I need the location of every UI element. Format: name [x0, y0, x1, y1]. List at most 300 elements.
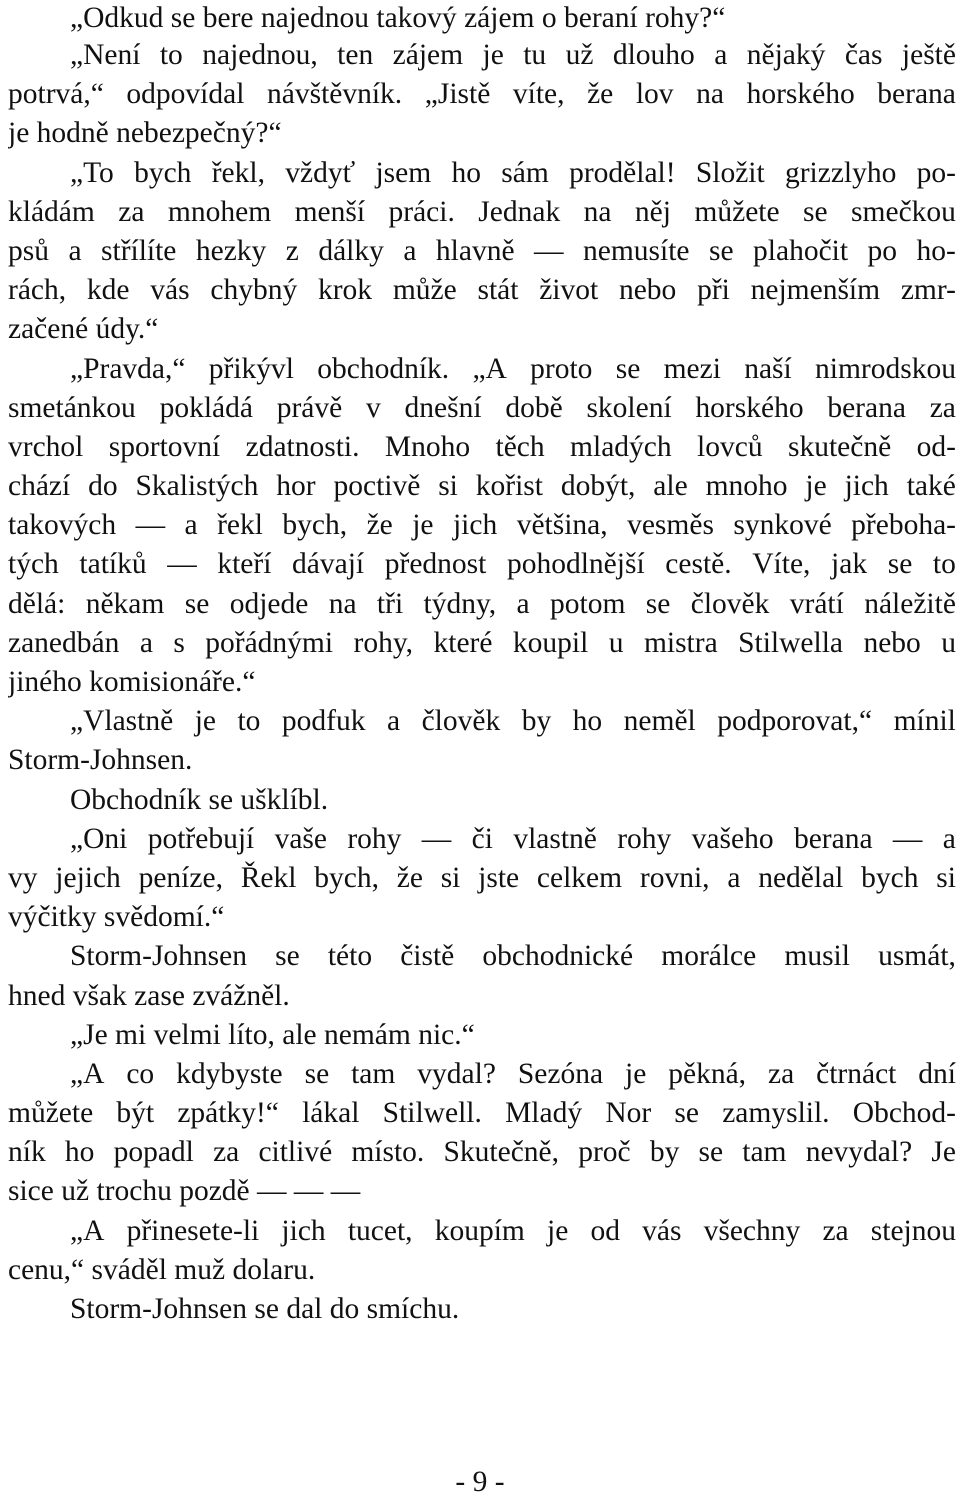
text-line — [8, 702, 956, 741]
word: naší — [744, 352, 792, 385]
word: že — [396, 861, 423, 894]
word: je — [625, 1057, 647, 1090]
word: mi — [115, 1018, 154, 1051]
word: sváděl — [91, 1253, 175, 1286]
word: — — [293, 1175, 331, 1208]
word: za — [822, 1214, 849, 1247]
word: vždyť — [285, 156, 356, 189]
word: tucet, — [347, 1214, 413, 1247]
word: střílíte — [101, 234, 177, 267]
word: dolaru. — [232, 1253, 316, 1286]
word: mnoho — [705, 470, 788, 503]
word: — — [421, 822, 452, 855]
word: tatíků — [79, 548, 147, 581]
word: náležitě — [864, 587, 956, 620]
word: Obchodník — [70, 783, 209, 816]
word: bych, — [314, 861, 379, 894]
word: nebo — [863, 626, 921, 659]
text-line — [8, 1016, 956, 1055]
word: jak — [831, 548, 868, 581]
word: beraní — [564, 2, 646, 34]
word: Storm-Johnsen — [70, 940, 247, 973]
word: přednost — [384, 548, 487, 581]
word: rohy?“ — [645, 2, 726, 34]
word: jich — [281, 1214, 326, 1247]
word: psů — [8, 234, 49, 267]
word: na — [696, 78, 724, 111]
text-line — [8, 389, 956, 428]
word: takových — [8, 509, 117, 542]
word: horského — [695, 391, 804, 424]
text-line — [8, 663, 956, 702]
word: Řekl — [240, 861, 297, 894]
word: berana — [877, 78, 956, 111]
word: přikývl — [208, 352, 294, 385]
text-line — [8, 1094, 956, 1133]
word: od- — [916, 430, 956, 463]
word: je — [412, 509, 434, 542]
text-line — [8, 0, 956, 36]
word: zvážněl. — [192, 979, 290, 1012]
word: Storm-Johnsen. — [8, 744, 193, 777]
word: rohy — [617, 822, 672, 855]
word: Nor — [605, 1097, 652, 1130]
word: proč — [578, 1136, 631, 1169]
word: zájem — [392, 39, 464, 71]
word: Jednak — [478, 195, 561, 228]
word: ten — [337, 39, 374, 71]
text-line — [8, 114, 956, 153]
word: na — [328, 587, 357, 620]
word: peníze, — [138, 861, 223, 894]
word: hezky — [195, 234, 267, 267]
word: „Oni — [70, 822, 128, 855]
word: někam — [85, 587, 165, 620]
word: — — [167, 548, 197, 581]
word: za — [213, 1136, 240, 1169]
word: právě — [276, 391, 343, 424]
text-line — [8, 624, 956, 663]
word: čas — [844, 39, 883, 71]
word: podporovat,“ — [717, 705, 873, 738]
word: dobýt, — [560, 470, 636, 503]
word: mistra — [643, 626, 718, 659]
word: rohy, — [353, 626, 414, 659]
word: stát — [477, 274, 519, 307]
text-line — [8, 1212, 956, 1251]
word: — — [534, 234, 564, 267]
word: těch — [495, 430, 545, 463]
word: smíchu. — [366, 1293, 460, 1325]
word: musil — [784, 940, 850, 973]
word: „Není — [70, 39, 141, 71]
word: proto — [530, 352, 593, 385]
word: obchodník. — [317, 352, 450, 385]
word: do — [329, 1293, 367, 1325]
word: jejich — [55, 861, 121, 894]
text-line — [8, 350, 956, 389]
word: nemusíte — [583, 234, 690, 267]
word: zase — [134, 979, 193, 1012]
word: berana — [793, 822, 873, 855]
word: — — [135, 509, 166, 542]
word: zmr- — [900, 274, 956, 307]
word: za — [118, 195, 145, 228]
word: nějaký — [746, 39, 826, 71]
text-line — [8, 859, 956, 898]
word: potřebují — [147, 822, 255, 855]
word: zanedbán — [8, 626, 120, 659]
text-line — [8, 154, 956, 193]
body-text — [8, 0, 956, 1329]
word: „Odkud — [70, 2, 171, 34]
word: dní — [918, 1057, 956, 1090]
text-line — [8, 271, 956, 310]
word: vlastně — [513, 822, 597, 855]
word: pohodlnější — [506, 548, 645, 581]
word: lovců — [697, 430, 763, 463]
word: je — [194, 705, 216, 738]
word: koupil — [512, 626, 589, 659]
word: výčitky — [8, 901, 104, 934]
word: jsem — [375, 156, 432, 189]
word: pokládá — [159, 391, 253, 424]
word: se — [304, 1057, 330, 1090]
word: dal — [286, 1293, 330, 1325]
word: už — [61, 1175, 97, 1208]
text-line — [8, 898, 956, 937]
text-line — [8, 36, 956, 75]
word: krok — [317, 274, 373, 307]
word: horského — [746, 78, 855, 111]
word: Skutečně, — [443, 1136, 560, 1169]
text-line — [8, 193, 956, 232]
word: a — [403, 234, 417, 267]
word: tři — [376, 587, 404, 620]
word: můžete — [8, 1097, 94, 1130]
word: „Je — [70, 1018, 116, 1051]
word: jste — [478, 861, 520, 894]
word: může — [392, 274, 457, 307]
word: týdny, — [423, 587, 497, 620]
word: se — [184, 587, 210, 620]
word: se — [887, 548, 913, 581]
word: nebezpečný?“ — [116, 117, 282, 150]
word: lákal — [302, 1097, 360, 1130]
word: najednou, — [202, 39, 318, 71]
text-line — [8, 310, 956, 349]
word: ho — [64, 1136, 95, 1169]
word: mínil — [893, 705, 956, 738]
word: „To — [70, 156, 114, 189]
word: můžete — [694, 195, 780, 228]
text-line — [8, 585, 956, 624]
word: vydal? — [417, 1057, 496, 1090]
word: menší — [294, 195, 366, 228]
word: poctivě — [333, 470, 421, 503]
word: odjede — [229, 587, 309, 620]
word: ale — [282, 1018, 324, 1051]
word: „A — [70, 1214, 105, 1247]
word: kde — [86, 274, 130, 307]
word: skutečně — [787, 430, 892, 463]
text-line — [8, 506, 956, 545]
word: za — [929, 391, 956, 424]
word: ještě — [901, 39, 956, 71]
word: by — [521, 705, 552, 738]
word: najednou — [260, 2, 377, 34]
word: smečkou — [851, 195, 956, 228]
word: mladých — [570, 430, 672, 463]
word: které — [433, 626, 493, 659]
word: vrátí — [789, 587, 844, 620]
word: berana — [827, 391, 906, 424]
word: nejmenším — [750, 274, 881, 307]
word: — — [257, 1175, 294, 1208]
word: bych — [134, 156, 192, 189]
word: řekl — [217, 509, 263, 542]
word: sportovní — [108, 430, 221, 463]
word: obchodnické — [482, 940, 634, 973]
word: neměl — [623, 705, 696, 738]
word: pěkná, — [668, 1057, 747, 1090]
word: vesměs — [627, 509, 714, 542]
word: komisionáře.“ — [89, 666, 256, 698]
text-line — [8, 1290, 956, 1329]
word: — — [330, 1175, 361, 1208]
word: a — [139, 626, 153, 659]
word: kteří — [217, 548, 272, 581]
word: by — [649, 1136, 680, 1169]
word: potom — [550, 587, 626, 620]
word: bere — [202, 2, 261, 34]
word: Obchod- — [852, 1097, 956, 1130]
word: místo. — [351, 1136, 425, 1169]
word: kořist — [475, 470, 543, 503]
text-line — [8, 937, 956, 976]
word: mnohem — [167, 195, 272, 228]
word: po- — [916, 156, 956, 189]
word: že — [366, 509, 393, 542]
word: Je — [931, 1136, 956, 1169]
word: při — [697, 274, 730, 307]
document-page — [8, 0, 956, 1329]
word: se — [674, 1097, 699, 1130]
word: bych — [861, 861, 919, 894]
word: odpovídal — [126, 78, 245, 111]
word: si — [438, 470, 458, 503]
word: a — [714, 39, 728, 71]
word: víte, — [512, 78, 565, 111]
word: usmát, — [878, 940, 956, 973]
text-line — [8, 467, 956, 506]
word: tých — [8, 548, 59, 581]
word: na — [583, 195, 612, 228]
word: synkové — [733, 509, 832, 542]
word: být — [116, 1097, 155, 1130]
word: nic.“ — [418, 1018, 475, 1051]
word: Stilwella — [738, 626, 844, 659]
word: velmi — [153, 1018, 229, 1051]
word: chybný — [210, 274, 298, 307]
word: sice — [8, 1175, 62, 1208]
word: kdybyste — [176, 1057, 283, 1090]
word: hor — [276, 470, 316, 503]
word: přeboha- — [851, 509, 956, 542]
word: popadl — [113, 1136, 194, 1169]
word: a — [386, 705, 401, 738]
word: a — [727, 861, 741, 894]
word: vašeho — [691, 822, 774, 855]
word: citlivé — [258, 1136, 333, 1169]
word: to — [159, 39, 183, 71]
word: všechny — [703, 1214, 801, 1247]
word: „A — [70, 1057, 105, 1090]
word: od — [590, 1214, 620, 1247]
word: dávají — [292, 548, 365, 581]
word: o — [541, 2, 564, 34]
word: jich — [844, 470, 889, 503]
text-line — [8, 1172, 956, 1211]
word: zájem — [464, 2, 542, 34]
word: rohy — [347, 822, 402, 855]
word: jich — [452, 509, 498, 542]
word: s — [173, 626, 185, 659]
word: lov — [635, 78, 674, 111]
word: rách, — [8, 274, 67, 307]
word: také — [906, 470, 956, 503]
word: už — [565, 39, 594, 71]
word: tam — [742, 1136, 787, 1169]
word: bych, — [282, 509, 348, 542]
word: do — [88, 470, 118, 503]
word: grizzlyho — [784, 156, 897, 189]
word: — — [892, 822, 923, 855]
word: se — [645, 587, 671, 620]
word: že — [587, 78, 614, 111]
word: tam — [351, 1057, 396, 1090]
text-line — [8, 428, 956, 467]
word: je — [482, 39, 504, 71]
word: a — [184, 509, 198, 542]
word: Složit — [695, 156, 765, 189]
word: rovni, — [639, 861, 710, 894]
word: prodělal! — [569, 156, 676, 189]
text-line — [8, 781, 956, 820]
word: trochu — [96, 1175, 180, 1208]
word: čtrnáct — [816, 1057, 897, 1090]
word: „Pravda,“ — [70, 352, 186, 385]
text-line — [8, 75, 956, 114]
word: nimrodskou — [815, 352, 956, 385]
text-line — [8, 232, 956, 271]
word: ho- — [916, 234, 956, 267]
word: celkem — [536, 861, 623, 894]
word: dnešní — [404, 391, 482, 424]
text-line — [8, 741, 956, 780]
word: pozdě — [179, 1175, 258, 1208]
word: u — [941, 626, 956, 659]
word: svědomí.“ — [103, 901, 225, 934]
text-line — [8, 545, 956, 584]
word: u — [608, 626, 624, 659]
word: hlavně — [435, 234, 515, 267]
word: co — [126, 1057, 155, 1090]
word: si — [440, 861, 461, 894]
word: ho — [451, 156, 481, 189]
word: však — [72, 979, 135, 1012]
word: „Jistě — [424, 78, 491, 111]
word: hodně — [36, 117, 117, 150]
word: Mnoho — [384, 430, 471, 463]
word: nevydal? — [805, 1136, 913, 1169]
word: cestě. — [665, 548, 732, 581]
word: a — [68, 234, 82, 267]
word: hned — [8, 979, 73, 1012]
word: návštěvník. — [267, 78, 403, 111]
word: si — [936, 861, 956, 894]
word: zpátky!“ — [177, 1097, 279, 1130]
word: většina, — [516, 509, 608, 542]
word: dálky — [318, 234, 384, 267]
word: „A — [472, 352, 507, 385]
word: po — [867, 234, 898, 267]
word: chází — [8, 470, 71, 503]
word: je — [805, 470, 827, 503]
word: tu — [523, 39, 547, 71]
text-line — [8, 820, 956, 859]
word: za — [767, 1057, 795, 1090]
word: vás — [150, 274, 190, 307]
word: Víte, — [752, 548, 811, 581]
word: nemám — [324, 1018, 419, 1051]
word: se — [615, 352, 641, 385]
word: takový — [376, 2, 465, 34]
word: čistě — [400, 940, 455, 973]
word: mezi — [663, 352, 721, 385]
page-number: - 9 - — [455, 1466, 505, 1498]
word: koupím — [434, 1214, 525, 1247]
word: morálce — [661, 940, 757, 973]
word: a — [516, 587, 530, 620]
word: řekl, — [211, 156, 265, 189]
word: život — [539, 274, 599, 307]
word: se — [698, 1136, 724, 1169]
word: se — [275, 940, 300, 973]
word: podfuk — [281, 705, 366, 738]
word: Mladý — [505, 1097, 583, 1130]
text-line — [8, 1133, 956, 1172]
word: údy.“ — [95, 313, 159, 346]
word: Stilwell. — [382, 1097, 482, 1130]
word: či — [471, 822, 493, 855]
word: plahočit — [753, 234, 849, 267]
word: člověk — [690, 587, 770, 620]
word: cenu,“ — [8, 1253, 92, 1286]
word: ník — [8, 1136, 46, 1169]
word: je — [8, 117, 37, 150]
word: stejnou — [870, 1214, 956, 1247]
word: práci. — [388, 195, 455, 228]
word: smetánkou — [8, 391, 136, 424]
word: potrvá,“ — [8, 78, 104, 111]
word: ale — [653, 470, 688, 503]
word: to — [237, 705, 261, 738]
word: Storm-Johnsen — [70, 1293, 255, 1325]
word: je — [547, 1214, 569, 1247]
word: době — [505, 391, 563, 424]
word: vrchol — [8, 430, 84, 463]
